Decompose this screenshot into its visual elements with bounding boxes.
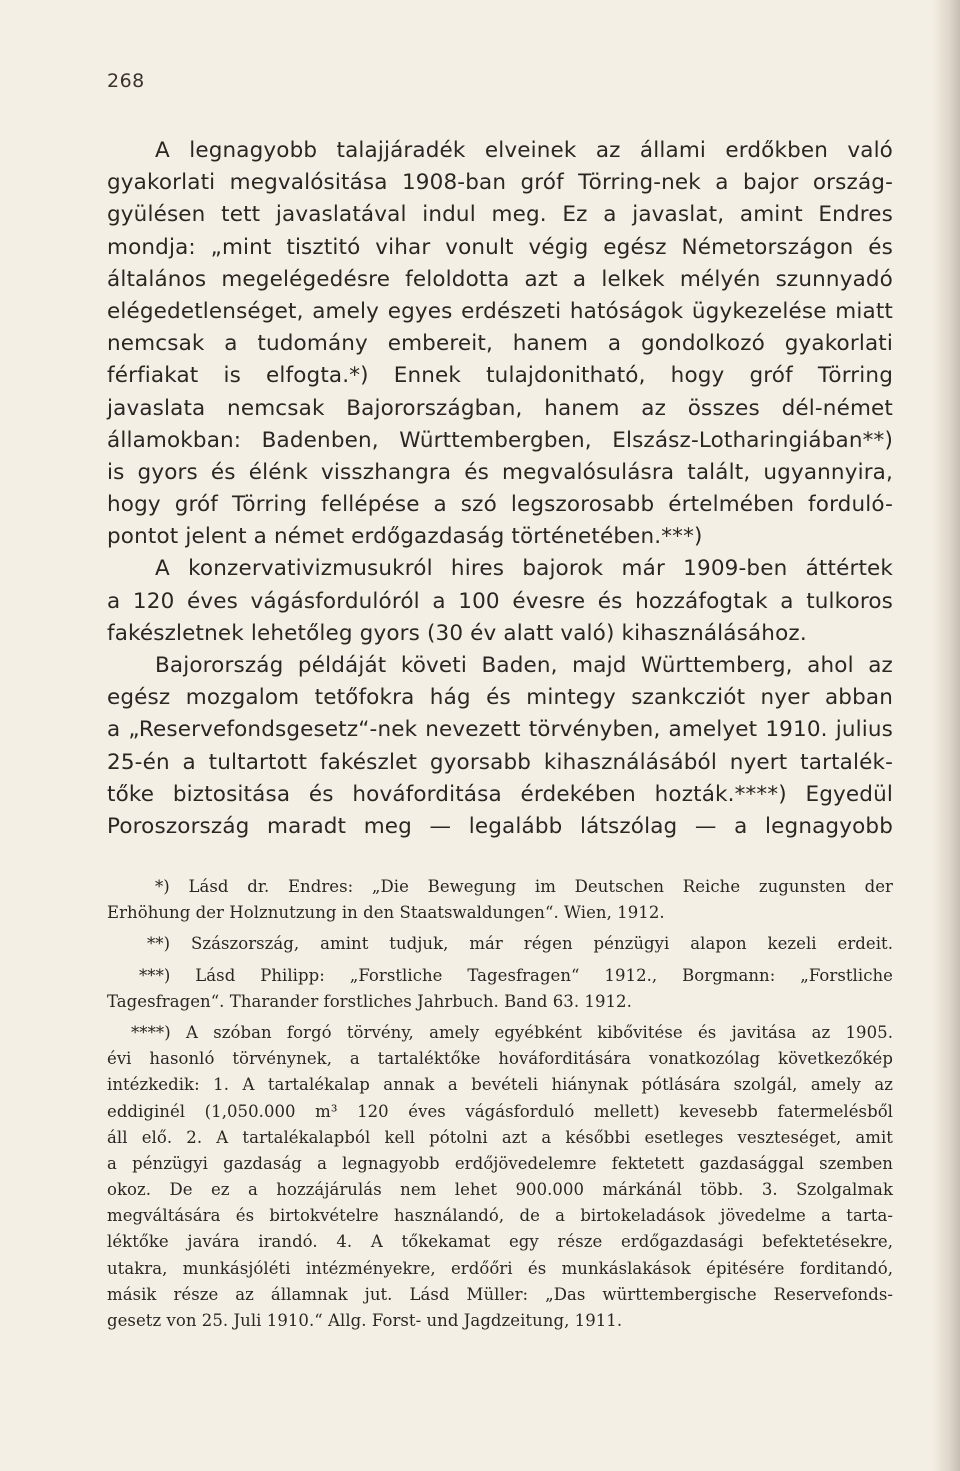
body-line: gyülésen tett javaslatával indul meg. Ez a javaslat, amint Endres [107,202,893,228]
body-line: fakészletnek lehetőleg gyors (30 év alatt való) kihasználásához. [107,620,807,646]
footnote-line: intézkedik: 1. A tartalékalap annak a bevételi hiánynak pótlására szolgál, amely az [107,1075,893,1095]
body-line: férfiakat is elfogta.*) Ennek tulajdonitható, hogy gróf Törring [107,363,893,389]
body-line: Bajorország példáját követi Baden, majd Württemberg, ahol az [155,653,893,678]
body-line: államokban: Badenben, Württembergben, Elszász-Lotharingiában**) [107,427,893,453]
body-line: is gyors és élénk visszhangra és megvalósulásra talált, ugyannyira, [107,459,893,485]
footnote-line: eddiginél (1,050.000 m³ 120 éves vágásforduló mellett) kevesebb fatermelésből [107,1101,893,1121]
body-line: A konzervativizmusukról hires bajorok már 1909-ben áttértek [155,556,893,582]
body-line: mondja: „mint tisztitó vihar vonult végig egész Németországon és [107,234,893,260]
body-line: elégedetlenséget, amely egyes erdészeti hatóságok ügykezelése miatt [107,298,893,324]
footnote-line: ****) A szóban forgó törvény, amely egyébként kibővitése és javitása az 1905. [131,1022,893,1042]
footnote-line: másik része az államnak jut. Lásd Müller: „Das württembergische Reservefonds- [107,1284,893,1304]
footnote-line: utakra, munkásjóléti intézményekre, erdőőri és munkáslakások épitésére forditandó, [107,1258,893,1278]
footnote-line: ***) Lásd Philipp: „Forstliche Tagesfragen“ 1912., Borgmann: „Forstliche [139,965,893,985]
body-line: általános megelégedésre feloldotta azt a lelkek mélyén szunnyadó [107,266,893,292]
footnote-line: okoz. De ez a hozzájárulás nem lehet 900.000 márkánál több. 3. Szolgalmak [107,1180,893,1200]
body-line: pontot jelent a német erdőgazdaság történetében.***) [107,524,703,550]
footnote-line: megváltására és birtokvételre használandó, de a birtokeladások jövedelme a tarta- [107,1206,893,1226]
body-line: javaslata nemcsak Bajorországban, hanem az összes dél-német [107,395,893,421]
body-line: tőke biztositása és hováforditása érdekében hozták.****) Egyedül [107,781,893,807]
body-line: hogy gróf Törring fellépése a szó legszorosabb értelmében forduló- [107,492,893,518]
footnote-line: áll elő. 2. A tartalékalapból kell pótolni azt a későbbi esetleges veszteséget, amit [107,1127,893,1147]
footnote-line: Erhöhung der Holznutzung in den Staatswaldungen“. Wien, 1912. [107,903,665,923]
body-line: 25-én a tultartott fakészlet gyorsabb kihasználásából nyert tartalék- [107,749,893,775]
footnote-line: évi hasonló törvénynek, a tartaléktőke hováforditására vonatkozólag következőkép [107,1049,893,1069]
body-line: A legnagyobb talajjáradék elveinek az állami erdőkben való [155,138,893,163]
body-line: a 120 éves vágásfordulóról a 100 évesre és hozzáfogtak a tulkoros [107,588,893,614]
page-edge-shadow [932,0,960,1471]
footnote-line: gesetz von 25. Juli 1910.“ Allg. Forst- und Jagdzeitung, 1911. [107,1311,623,1330]
body-line: a „Reservefondsgesetz“-nek nevezett törvényben, amelyet 1910. julius [107,717,893,743]
footnote-line: a pénzügyi gazdaság a legnagyobb erdőjövedelemre fektetett gazdasággal szemben [107,1153,893,1173]
body-line: egész mozgalom tetőfokra hág és mintegy szankcziót nyer abban [107,685,893,711]
footnotes [107,874,893,1334]
body-line: gyakorlati megvalósitása 1908-ban gróf Törring-nek a bajor ország- [107,170,893,196]
body-text [107,135,893,843]
footnote-line: léktőke javára irandó. 4. A tőkekamat egy része erdőgazdasági befektetésekre, [107,1232,893,1252]
footnote-line: Tagesfragen“. Tharander forstliches Jahrbuch. Band 63. 1912. [107,991,632,1011]
page-number: 268 [107,70,145,92]
footnote-line: **) Szászország, amint tudjuk, már régen pénzügyi alapon kezeli erdeit. [147,934,893,954]
body-line: nemcsak a tudomány embereit, hanem a gondolkozó gyakorlati [107,331,893,357]
body-line: Poroszország maradt meg — legalább látszólag — a legnagyobb [107,813,893,839]
footnote-line: *) Lásd dr. Endres: „Die Bewegung im Deutschen Reiche zugunsten der [155,877,893,896]
